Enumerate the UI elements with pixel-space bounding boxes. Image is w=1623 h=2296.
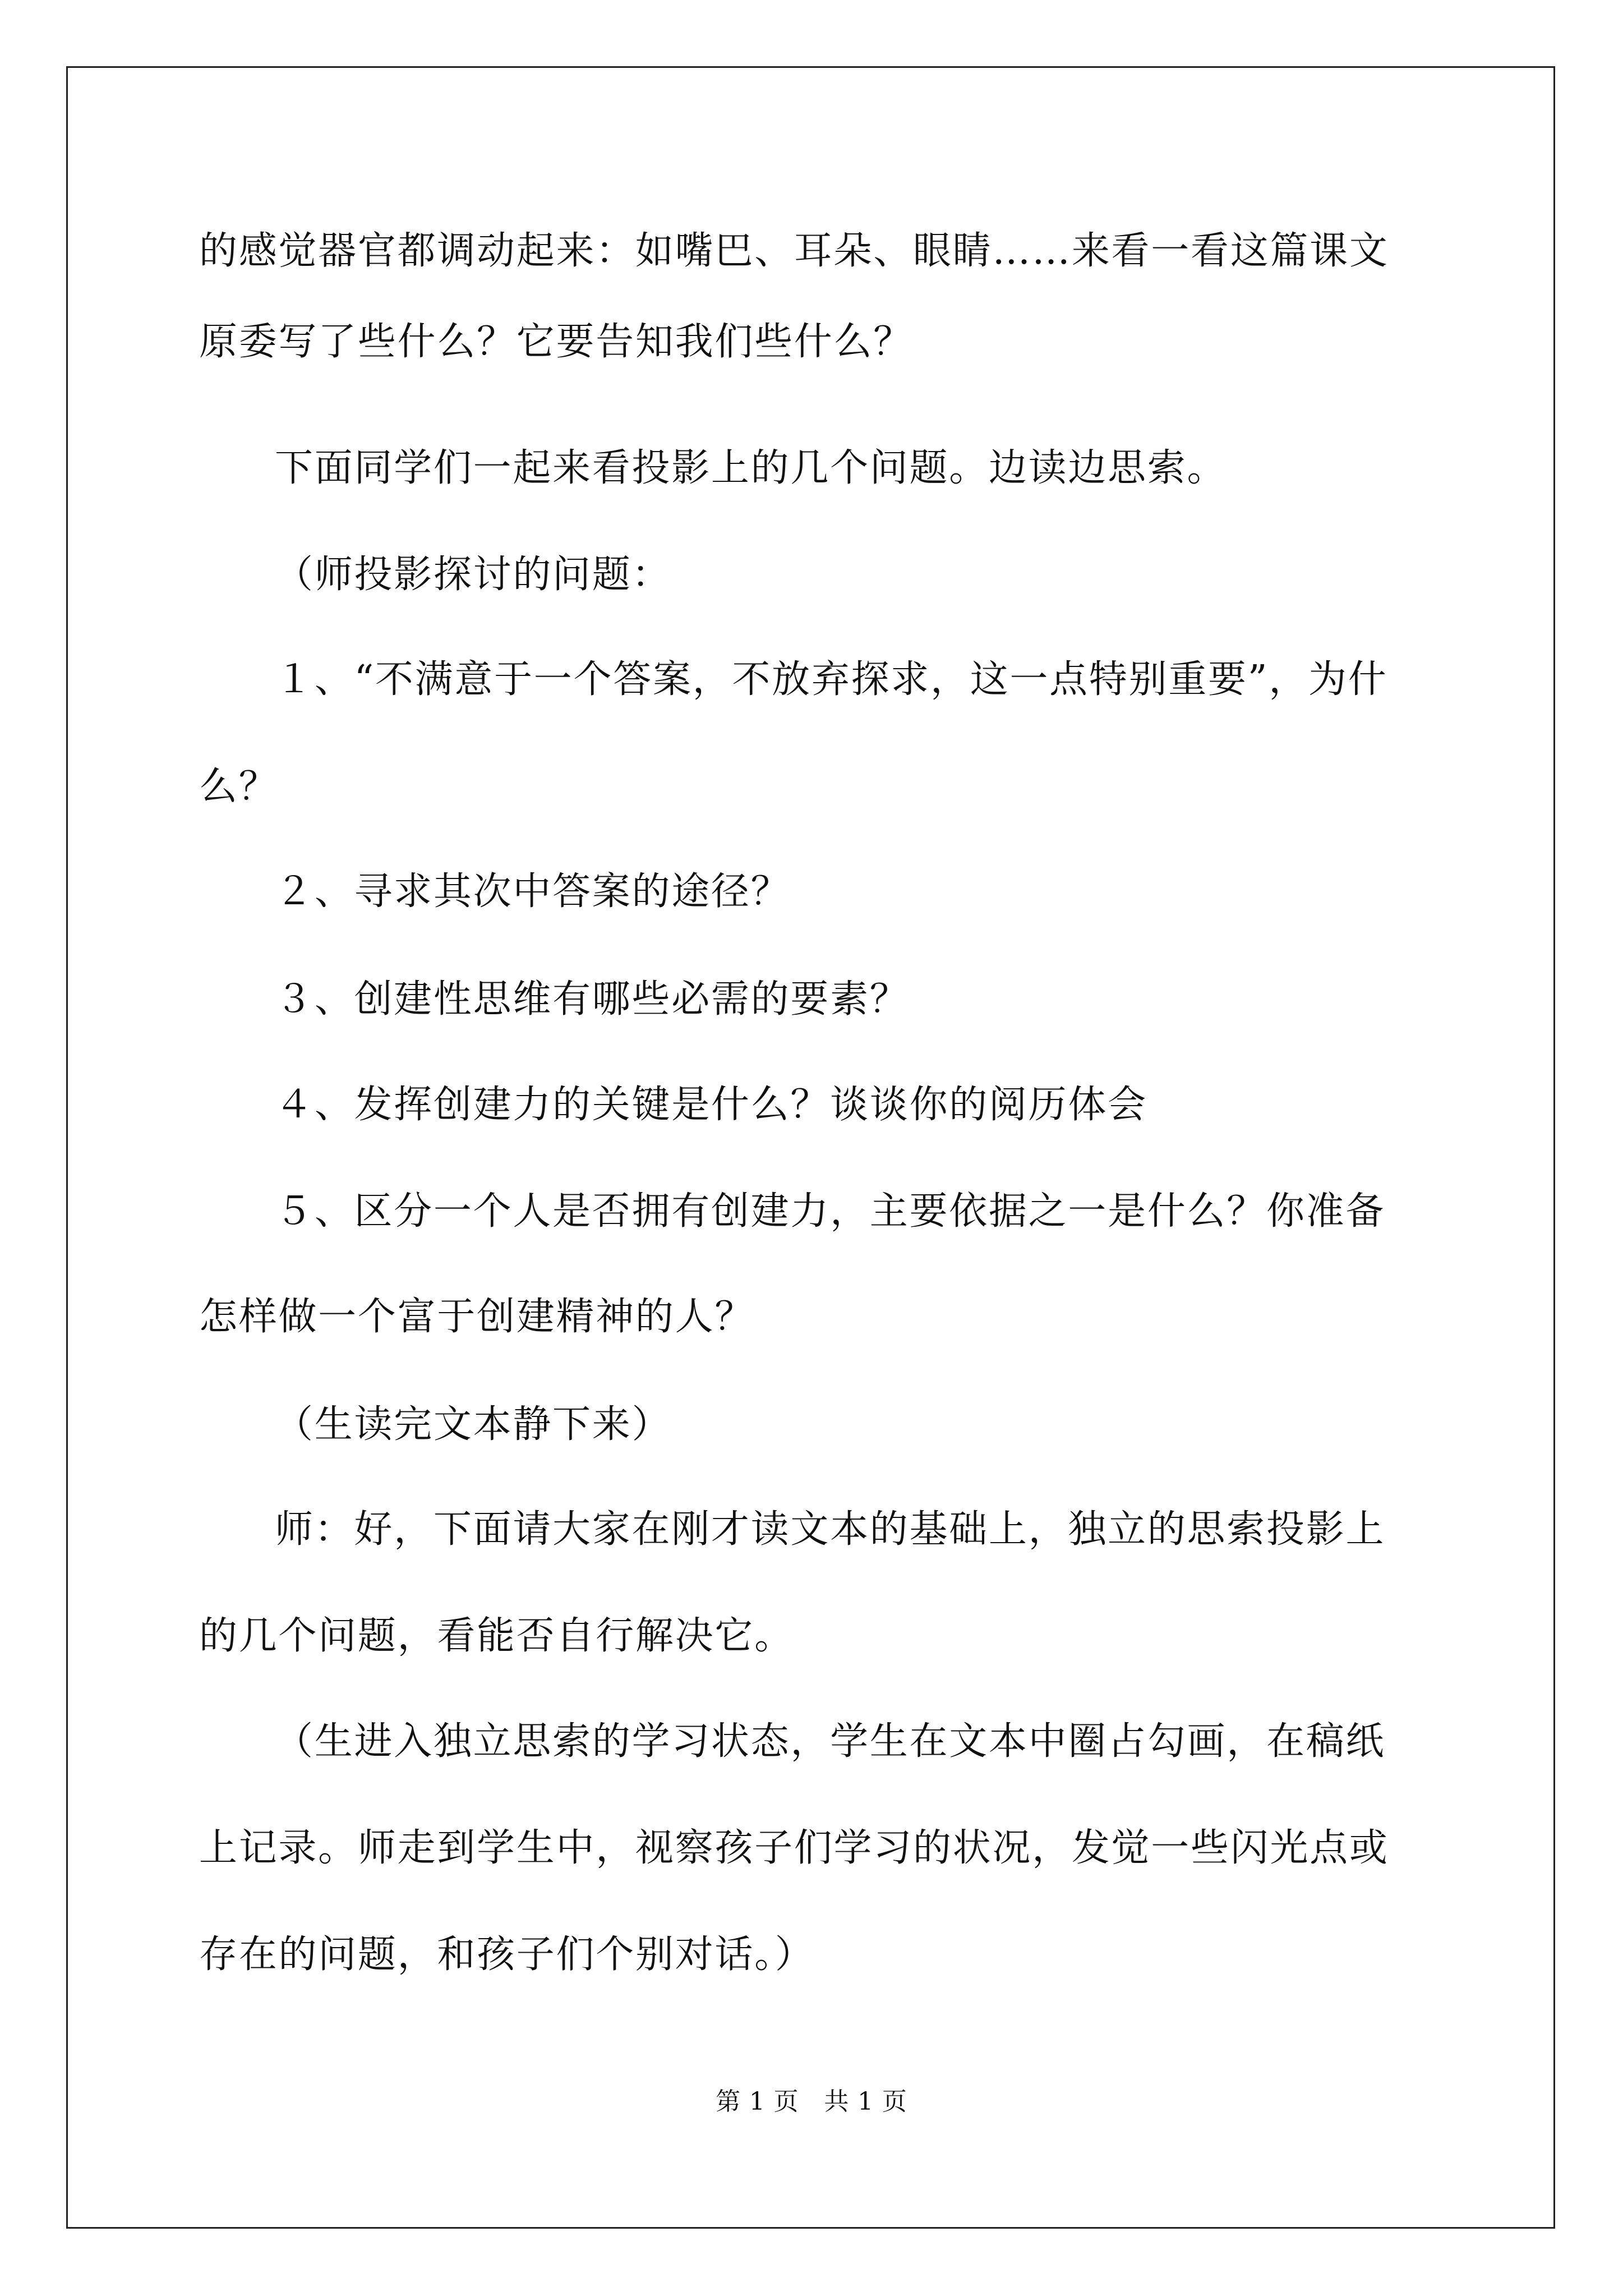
text-line: 么？ bbox=[199, 765, 279, 809]
page-border bbox=[66, 66, 1555, 2229]
text-line: １、“不满意于一个答案，不放弃探求，这一点特别重要”，为什 bbox=[275, 657, 1388, 702]
text-line: 师：好，下面请大家在刚才读文本的基础上，独立的思索投影上 bbox=[275, 1507, 1386, 1552]
text-line: ５、区分一个人是否拥有创建力，主要依据之一是什么？你准备 bbox=[275, 1189, 1386, 1234]
text-line: （生进入独立思索的学习状态，学生在文本中圈占勾画，在稿纸 bbox=[275, 1719, 1386, 1764]
text-line: ２、寻求其次中答案的途径？ bbox=[275, 869, 791, 914]
text-line: 的几个问题，看能否自行解决它。 bbox=[199, 1614, 794, 1658]
text-line: 原委写了些什么？它要告知我们些什么？ bbox=[199, 320, 913, 364]
text-line: （师投影探讨的问题： bbox=[275, 553, 672, 597]
text-line: 的感觉器官都调动起来：如嘴巴、耳朵、眼睛……来看一看这篇课文 bbox=[199, 229, 1389, 273]
text-line: 怎样做一个富于创建精神的人？ bbox=[199, 1295, 755, 1339]
text-line: ３、创建性思维有哪些必需的要素？ bbox=[275, 977, 910, 1022]
page-number-footer: 第 1 页 共 1 页 bbox=[716, 2087, 907, 2116]
text-line: 下面同学们一起来看投影上的几个问题。边读边思索。 bbox=[275, 446, 1227, 490]
text-line: 存在的问题，和孩子们个别对话。） bbox=[199, 1932, 815, 1977]
text-line: 上记录。师走到学生中，视察孩子们学习的状况，发觉一些闪光点或 bbox=[199, 1826, 1389, 1870]
text-line: ４、发挥创建力的关键是什么？谈谈你的阅历体会 bbox=[275, 1083, 1147, 1127]
text-line: （生读完文本静下来） bbox=[275, 1402, 672, 1447]
